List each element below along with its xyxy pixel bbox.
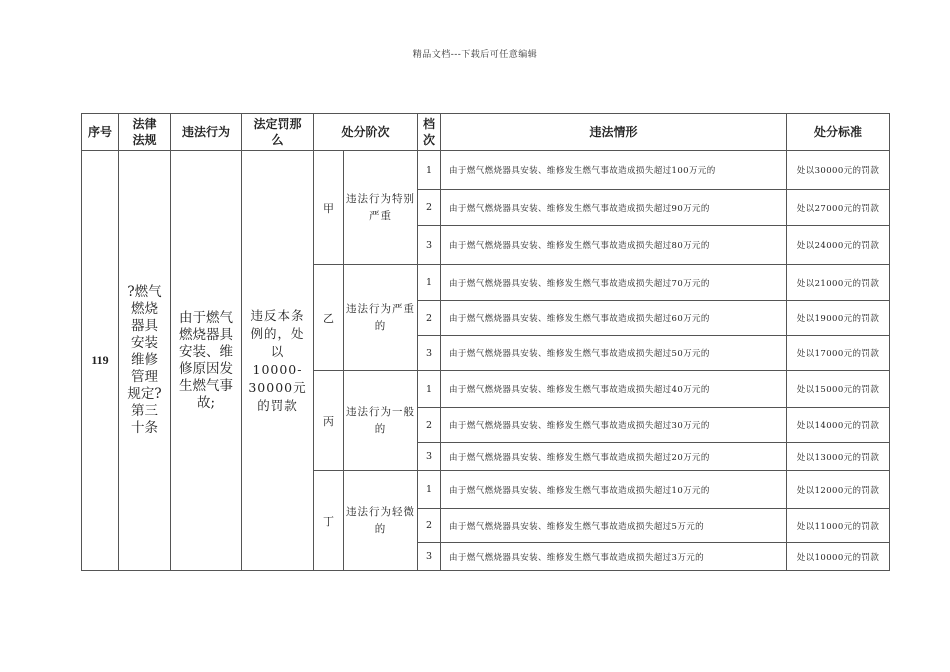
penalty-standard: 处以21000元的罚款 bbox=[787, 265, 890, 301]
level-number: 3 bbox=[418, 543, 441, 571]
penalty-standard: 处以17000元的罚款 bbox=[787, 336, 890, 371]
level-number: 2 bbox=[418, 190, 441, 226]
grade-name: 丁 bbox=[314, 471, 344, 571]
penalty-standard: 处以19000元的罚款 bbox=[787, 301, 890, 336]
circumstance-text: 由于燃气燃烧器具安装、维修发生燃气事故造成损失超过80万元的 bbox=[441, 226, 787, 265]
grade-name: 丙 bbox=[314, 371, 344, 471]
table-header-row bbox=[82, 114, 890, 151]
circumstance-text: 由于燃气燃烧器具安装、维修发生燃气事故造成损失超过30万元的 bbox=[441, 408, 787, 443]
circumstance-text: 由于燃气燃烧器具安装、维修发生燃气事故造成损失超过70万元的 bbox=[441, 265, 787, 301]
penalty-standard: 处以30000元的罚款 bbox=[787, 151, 890, 190]
level-number: 2 bbox=[418, 509, 441, 543]
grade-label: 违法行为特别严重 bbox=[344, 151, 418, 265]
level-number: 2 bbox=[418, 408, 441, 443]
level-number: 3 bbox=[418, 226, 441, 265]
penalty-standard: 处以27000元的罚款 bbox=[787, 190, 890, 226]
header-standard: 处分标准 bbox=[787, 114, 890, 151]
record-law: ?燃气燃烧器具安装维修管理规定?第三十条 bbox=[119, 151, 171, 571]
table-body bbox=[82, 151, 890, 571]
record-seq: 119 bbox=[82, 151, 119, 571]
circumstance-text: 由于燃气燃烧器具安装、维修发生燃气事故造成损失超过40万元的 bbox=[441, 371, 787, 408]
penalty-standard: 处以14000元的罚款 bbox=[787, 408, 890, 443]
circumstance-text: 由于燃气燃烧器具安装、维修发生燃气事故造成损失超过50万元的 bbox=[441, 336, 787, 371]
header-stage: 处分阶次 bbox=[314, 114, 418, 151]
record-basis: 违反本条例的，处以10000-30000元的罚款 bbox=[242, 151, 314, 571]
grade-label: 违法行为轻微的 bbox=[344, 471, 418, 571]
circumstance-text: 由于燃气燃烧器具安装、维修发生燃气事故造成损失超过20万元的 bbox=[441, 443, 787, 471]
grade-name: 乙 bbox=[314, 265, 344, 371]
penalty-standard: 处以12000元的罚款 bbox=[787, 471, 890, 509]
header-basis: 法定罚那么 bbox=[242, 114, 314, 151]
header-seq: 序号 bbox=[82, 114, 119, 151]
header-act: 违法行为 bbox=[171, 114, 242, 151]
header-law: 法律法规 bbox=[119, 114, 171, 151]
penalty-standard: 处以10000元的罚款 bbox=[787, 543, 890, 571]
level-number: 1 bbox=[418, 471, 441, 509]
level-number: 2 bbox=[418, 301, 441, 336]
header-level: 档次 bbox=[418, 114, 441, 151]
circumstance-text: 由于燃气燃烧器具安装、维修发生燃气事故造成损失超过5万元的 bbox=[441, 509, 787, 543]
circumstance-text: 由于燃气燃烧器具安装、维修发生燃气事故造成损失超过3万元的 bbox=[441, 543, 787, 571]
penalty-standard: 处以15000元的罚款 bbox=[787, 371, 890, 408]
level-number: 1 bbox=[418, 265, 441, 301]
grade-name: 甲 bbox=[314, 151, 344, 265]
circumstance-text: 由于燃气燃烧器具安装、维修发生燃气事故造成损失超过100万元的 bbox=[441, 151, 787, 190]
circumstance-text: 由于燃气燃烧器具安装、维修发生燃气事故造成损失超过60万元的 bbox=[441, 301, 787, 336]
penalty-table bbox=[81, 113, 890, 571]
level-number: 3 bbox=[418, 336, 441, 371]
level-number: 1 bbox=[418, 371, 441, 408]
record-act: 由于燃气燃烧器具安装、维修原因发生燃气事故; bbox=[171, 151, 242, 571]
level-number: 1 bbox=[418, 151, 441, 190]
grade-label: 违法行为一般的 bbox=[344, 371, 418, 471]
penalty-standard: 处以11000元的罚款 bbox=[787, 509, 890, 543]
page-header-note: 精品文档---下载后可任意编辑 bbox=[412, 50, 538, 60]
header-circumstance: 违法情形 bbox=[441, 114, 787, 151]
grade-label: 违法行为严重的 bbox=[344, 265, 418, 371]
level-number: 3 bbox=[418, 443, 441, 471]
table-row bbox=[82, 151, 890, 190]
circumstance-text: 由于燃气燃烧器具安装、维修发生燃气事故造成损失超过90万元的 bbox=[441, 190, 787, 226]
circumstance-text: 由于燃气燃烧器具安装、维修发生燃气事故造成损失超过10万元的 bbox=[441, 471, 787, 509]
penalty-standard: 处以13000元的罚款 bbox=[787, 443, 890, 471]
penalty-standard: 处以24000元的罚款 bbox=[787, 226, 890, 265]
